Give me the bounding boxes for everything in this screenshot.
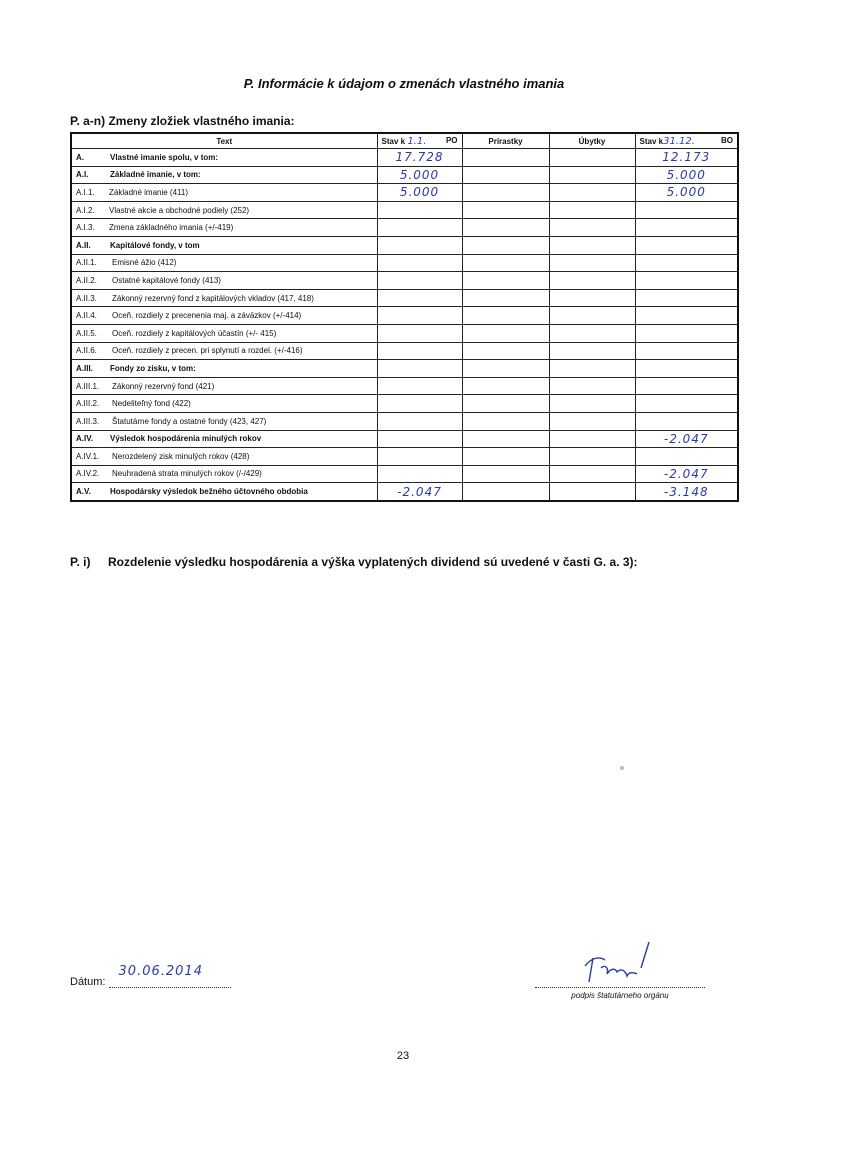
value-ubytky (549, 483, 635, 501)
row-code: A.V. (76, 487, 91, 497)
row-code: A.II.4. (76, 311, 97, 321)
table-row (71, 166, 738, 184)
row-label: Nerozdelený zisk minulých rokov (428) (112, 451, 250, 461)
table-row (71, 184, 738, 202)
row-label: Ostatné kapitálové fondy (413) (112, 275, 221, 285)
table-row (71, 360, 738, 378)
value-stav-bo (635, 360, 738, 378)
value-stav-po (377, 377, 462, 395)
section-subtitle: P. a-n) Zmeny zložiek vlastného imania: (70, 114, 295, 128)
header-stav-po-prefix: Stav k (381, 136, 406, 146)
section-pi (70, 555, 638, 569)
value-ubytky (549, 324, 635, 342)
value-ubytky (549, 412, 635, 430)
row-code: A.II.3. (76, 293, 97, 303)
date-label: Dátum: (70, 976, 106, 988)
row-label-cell (71, 342, 377, 360)
value-ubytky (549, 342, 635, 360)
row-code: A.I.3. (76, 223, 95, 233)
row-code: A.IV.2. (76, 469, 100, 479)
value-stav-po (377, 201, 462, 219)
date-handwritten-value: 30.06.2014 (118, 964, 203, 979)
header-ubytky: Úbytky (549, 133, 635, 149)
value-ubytky (549, 254, 635, 272)
value-stav-po (377, 219, 462, 237)
table-row (71, 219, 738, 237)
row-label: Oceň. rozdiely z kapitálových účastín (+/- 415) (112, 328, 277, 338)
row-label-cell (71, 430, 377, 448)
value-stav-po (377, 395, 462, 413)
row-label: Nedeliteľný fond (422) (112, 399, 191, 409)
value-ubytky (549, 430, 635, 448)
row-label: Základné imanie, v tom: (110, 170, 201, 180)
value-stav-po: 5.000 (377, 166, 462, 184)
value-prirastky (462, 465, 549, 483)
header-stav-po (377, 133, 462, 149)
value-stav-bo: 12.173 (635, 149, 738, 167)
scan-speck (620, 766, 624, 770)
value-ubytky (549, 149, 635, 167)
value-prirastky (462, 289, 549, 307)
row-label-cell (71, 483, 377, 501)
value-ubytky (549, 307, 635, 325)
row-label-cell (71, 377, 377, 395)
value-prirastky (462, 448, 549, 466)
value-stav-bo: 5.000 (635, 184, 738, 202)
page-title: P. Informácie k údajom o zmenách vlastného imania (243, 76, 565, 91)
row-code: A.I. (76, 170, 89, 180)
table-row (71, 395, 738, 413)
value-stav-po (377, 289, 462, 307)
row-code: A.III. (76, 363, 93, 373)
signature-mark (555, 938, 675, 988)
value-stav-po (377, 430, 462, 448)
row-label-cell (71, 395, 377, 413)
table-row (71, 430, 738, 448)
value-stav-bo (635, 236, 738, 254)
row-code: A.I.1. (76, 187, 95, 197)
value-stav-po (377, 324, 462, 342)
row-label-cell (71, 236, 377, 254)
row-code: A.II.6. (76, 346, 97, 356)
value-prirastky (462, 201, 549, 219)
row-code: A.II.5. (76, 328, 97, 338)
table-row (71, 149, 738, 167)
value-prirastky (462, 430, 549, 448)
value-stav-po (377, 342, 462, 360)
header-stav-bo-handwritten: 31.12. (663, 135, 695, 147)
row-code: A.IV.1. (76, 451, 100, 461)
value-stav-bo: -3.148 (635, 483, 738, 501)
page-number: 23 (396, 1050, 410, 1062)
signature-caption: podpis štatutárneho orgánu (571, 991, 669, 1000)
header-stav-bo-prefix: Stav k (639, 136, 664, 146)
table-row (71, 342, 738, 360)
value-stav-po (377, 360, 462, 378)
value-stav-bo: 5.000 (635, 166, 738, 184)
value-stav-po (377, 412, 462, 430)
row-label-cell (71, 412, 377, 430)
value-stav-bo (635, 342, 738, 360)
row-label-cell (71, 184, 377, 202)
value-prirastky (462, 377, 549, 395)
row-label: Hospodársky výsledok bežného účtovného obdobia (110, 487, 308, 497)
value-ubytky (549, 201, 635, 219)
table-row (71, 465, 738, 483)
table-row (71, 324, 738, 342)
value-ubytky (549, 219, 635, 237)
value-stav-po (377, 307, 462, 325)
row-label-cell (71, 201, 377, 219)
value-prirastky (462, 219, 549, 237)
value-prirastky (462, 272, 549, 290)
row-label: Kapitálové fondy, v tom (110, 240, 200, 250)
row-label: Fondy zo zisku, v tom: (110, 363, 196, 373)
table-row (71, 448, 738, 466)
value-prirastky (462, 254, 549, 272)
date-block (70, 964, 231, 988)
row-label-cell (71, 272, 377, 290)
value-stav-bo: -2.047 (635, 430, 738, 448)
value-ubytky (549, 166, 635, 184)
header-text: Text (71, 133, 377, 149)
row-label: Vlastné imanie spolu, v tom: (110, 152, 219, 162)
section-pi-text: Rozdelenie výsledku hospodárenia a výška vyplatených dividend sú uvedené v časti G. a. 3): (108, 555, 638, 569)
table-row (71, 307, 738, 325)
table-row (71, 254, 738, 272)
header-stav-po-suffix: PO (445, 135, 458, 145)
value-stav-bo (635, 307, 738, 325)
value-ubytky (549, 448, 635, 466)
row-label-cell (71, 289, 377, 307)
value-stav-po (377, 448, 462, 466)
value-stav-bo (635, 395, 738, 413)
value-stav-po: -2.047 (377, 483, 462, 501)
value-prirastky (462, 483, 549, 501)
row-label-cell (71, 166, 377, 184)
row-code: A.II.2. (76, 275, 97, 285)
row-label: Zmena základného imania (+/-419) (109, 223, 234, 233)
row-label-cell (71, 149, 377, 167)
table-body (71, 149, 738, 501)
value-ubytky (549, 360, 635, 378)
row-label: Emisné ážio (412) (112, 258, 177, 268)
value-prirastky (462, 149, 549, 167)
table-row (71, 412, 738, 430)
value-stav-bo (635, 412, 738, 430)
header-stav-po-handwritten: 1.1. (407, 135, 427, 147)
table-row (71, 377, 738, 395)
header-prirastky: Prírastky (462, 133, 549, 149)
row-label: Vlastné akcie a obchodné podiely (252) (109, 205, 250, 215)
value-ubytky (549, 465, 635, 483)
row-label-cell (71, 465, 377, 483)
table-row (71, 289, 738, 307)
row-label: Zákonný rezervný fond (421) (112, 381, 215, 391)
table-row (71, 483, 738, 501)
value-ubytky (549, 289, 635, 307)
row-code: A. (76, 152, 84, 162)
value-stav-po: 17.728 (377, 149, 462, 167)
header-stav-bo-suffix: BO (721, 135, 733, 145)
section-pi-code: P. i) (70, 555, 91, 569)
value-stav-bo (635, 377, 738, 395)
value-prirastky (462, 360, 549, 378)
value-stav-bo (635, 289, 738, 307)
row-label: Neuhradená strata minulých rokov (/-/429) (112, 469, 262, 479)
value-ubytky (549, 272, 635, 290)
row-code: A.II.1. (76, 258, 97, 268)
row-code: A.III.3. (76, 416, 100, 426)
value-stav-po (377, 272, 462, 290)
row-label-cell (71, 219, 377, 237)
value-ubytky (549, 236, 635, 254)
row-label-cell (71, 448, 377, 466)
value-prirastky (462, 236, 549, 254)
signature-line (535, 987, 705, 988)
row-code: A.IV. (76, 434, 94, 444)
equity-changes-table (70, 132, 739, 502)
row-label: Štatutárne fondy a ostatné fondy (423, 427) (112, 416, 267, 426)
value-stav-po (377, 465, 462, 483)
row-label: Zákonný rezervný fond z kapitálových vkladov (417, 418) (112, 293, 314, 303)
row-code: A.II. (76, 240, 91, 250)
row-label-cell (71, 307, 377, 325)
value-prirastky (462, 307, 549, 325)
value-prirastky (462, 184, 549, 202)
row-label: Oceň. rozdiely z precen. pri splynutí a rozdel. (+/-416) (112, 346, 303, 356)
value-stav-po (377, 254, 462, 272)
value-ubytky (549, 184, 635, 202)
value-stav-bo (635, 448, 738, 466)
value-ubytky (549, 395, 635, 413)
value-prirastky (462, 342, 549, 360)
value-stav-bo (635, 219, 738, 237)
table-row (71, 272, 738, 290)
row-label: Výsledok hospodárenia minulých rokov (110, 434, 262, 444)
date-line (109, 964, 231, 988)
value-stav-bo: -2.047 (635, 465, 738, 483)
table-row (71, 201, 738, 219)
row-code: A.III.1. (76, 381, 100, 391)
value-stav-po: 5.000 (377, 184, 462, 202)
row-code: A.I.2. (76, 205, 95, 215)
value-stav-bo (635, 254, 738, 272)
value-prirastky (462, 166, 549, 184)
value-stav-bo (635, 201, 738, 219)
value-prirastky (462, 395, 549, 413)
row-label-cell (71, 360, 377, 378)
row-label-cell (71, 254, 377, 272)
row-label: Základné imanie (411) (109, 187, 189, 197)
row-label: Oceň. rozdiely z precenenia maj. a záväzkov (+/-414) (112, 311, 302, 321)
row-code: A.III.2. (76, 399, 100, 409)
value-ubytky (549, 377, 635, 395)
value-stav-bo (635, 324, 738, 342)
value-prirastky (462, 412, 549, 430)
value-stav-po (377, 236, 462, 254)
header-stav-bo (635, 133, 738, 149)
value-stav-bo (635, 272, 738, 290)
value-prirastky (462, 324, 549, 342)
table-row (71, 236, 738, 254)
table-header-row (71, 133, 738, 149)
row-label-cell (71, 324, 377, 342)
